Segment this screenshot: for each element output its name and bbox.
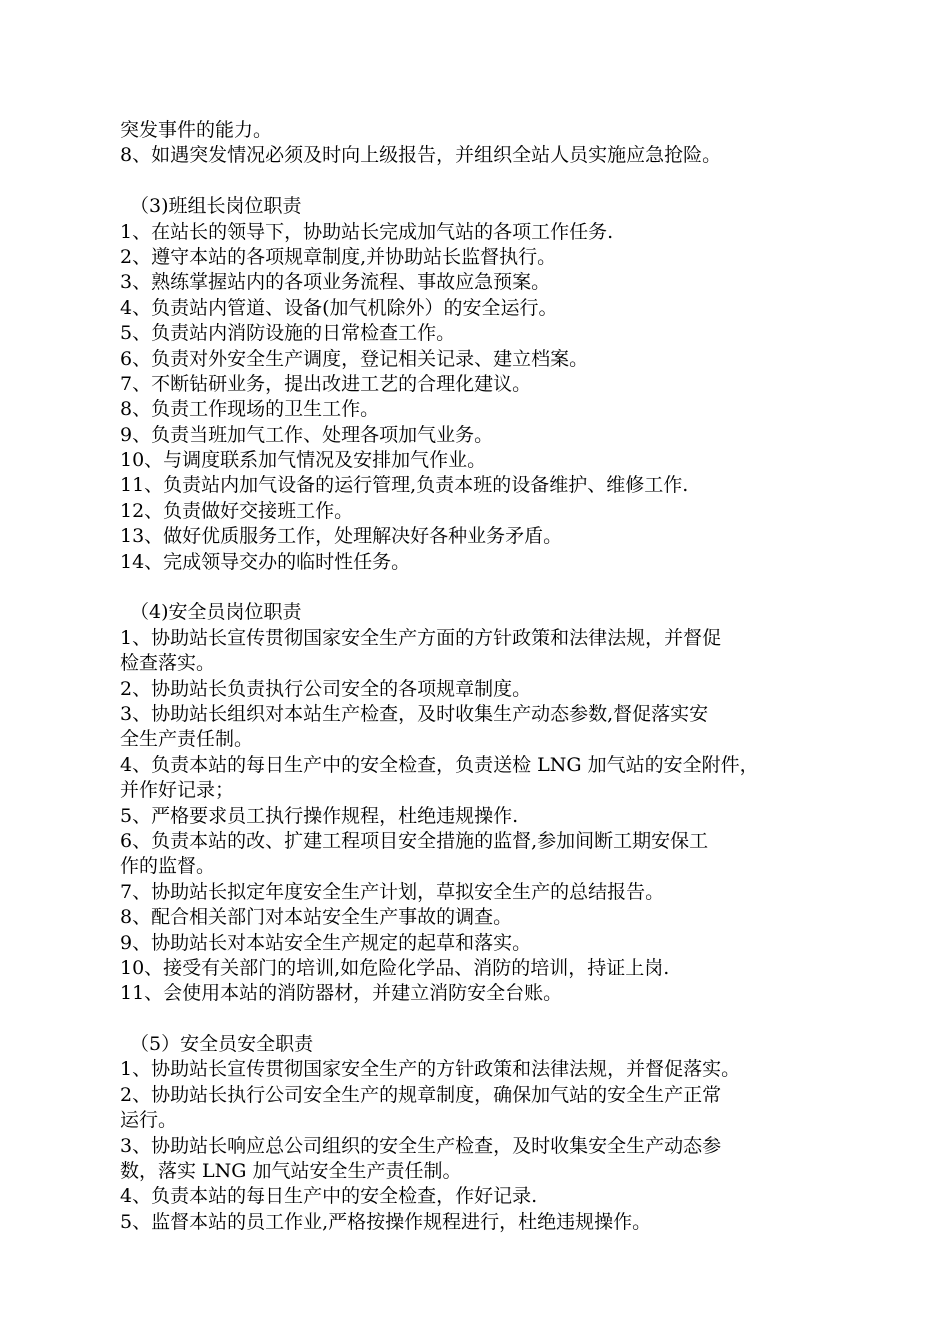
text-line: 突发事件的能力。 xyxy=(120,119,273,141)
list-item: 3、协助站长组织对本站生产检查，及时收集生产动态参数,督促落实安 xyxy=(120,702,709,725)
document-page xyxy=(120,118,860,1235)
section-heading: （5）安全员安全职责 xyxy=(130,1033,314,1056)
list-item: 2、协助站长负责执行公司安全的各项规章制度。 xyxy=(120,677,532,700)
section-safety-officer-post-duties xyxy=(120,600,860,1006)
paragraph-gap xyxy=(120,169,860,194)
list-item: 1、协助站长宣传贯彻国家安全生产的方针政策和法律法规，并督促落实。 xyxy=(120,1058,741,1081)
list-item: 3、协助站长响应总公司组织的安全生产检查，及时收集安全生产动态参 xyxy=(120,1134,722,1157)
list-item: 14、完成领导交办的临时性任务。 xyxy=(120,550,411,573)
list-item-continuation: 全生产责任制。 xyxy=(120,728,254,751)
section-team-leader-duties xyxy=(120,194,860,575)
list-item: 7、协助站长拟定年度安全生产计划，草拟安全生产的总结报告。 xyxy=(120,880,665,903)
list-item: 10、与调度联系加气情况及安排加气作业。 xyxy=(120,449,487,472)
list-item: 6、负责本站的改、扩建工程项目安全措施的监督,参加间断工期安保工 xyxy=(120,829,709,852)
list-item: 10、接受有关部门的培训,如危险化学品、消防的培训，持证上岗. xyxy=(120,956,670,979)
list-item-continuation: 检查落实。 xyxy=(120,652,216,675)
list-item: 4、负责站内管道、设备(加气机除外）的安全运行。 xyxy=(120,296,558,319)
paragraph-gap xyxy=(120,1007,860,1032)
list-item-continuation: 作的监督。 xyxy=(120,855,216,878)
list-item: 7、不断钻研业务，提出改进工艺的合理化建议。 xyxy=(120,372,532,395)
list-item: 9、协助站长对本站安全生产规定的起草和落实。 xyxy=(120,931,532,954)
list-item: 1、在站长的领导下，协助站长完成加气站的各项工作任务. xyxy=(120,220,614,243)
list-item-continuation: 并作好记录； xyxy=(120,779,235,802)
list-item: 5、负责站内消防设施的日常检查工作。 xyxy=(120,322,456,345)
list-item: 12、负责做好交接班工作。 xyxy=(120,499,354,522)
list-item: 6、负责对外安全生产调度，登记相关记录、建立档案。 xyxy=(120,347,589,370)
list-item-continuation: 运行。 xyxy=(120,1109,178,1132)
paragraph-gap xyxy=(120,575,860,600)
list-item: 3、熟练掌握站内的各项业务流程、事故应急预案。 xyxy=(120,271,551,294)
list-item: 8、配合相关部门对本站安全生产事故的调查。 xyxy=(120,906,513,929)
list-item: 2、遵守本站的各项规章制度,并协助站长监督执行。 xyxy=(120,245,557,268)
section-safety-officer-safety-duties xyxy=(120,1032,860,1235)
list-item-continuation: 数，落实 LNG 加气站安全生产责任制。 xyxy=(120,1160,462,1183)
list-item: 8、负责工作现场的卫生工作。 xyxy=(120,398,380,421)
list-item: 11、负责站内加气设备的运行管理,负责本班的设备维护、维修工作. xyxy=(120,474,689,497)
section-heading: （4)安全员岗位职责 xyxy=(130,601,302,624)
list-item: 4、负责本站的每日生产中的安全检查，负责送检 LNG 加气站的安全附件， xyxy=(120,753,759,776)
list-item: 13、做好优质服务工作，处理解决好各种业务矛盾。 xyxy=(120,525,563,548)
list-item: 5、监督本站的员工作业,严格按操作规程进行，杜绝违规操作。 xyxy=(120,1210,652,1233)
intro-block xyxy=(120,118,860,169)
list-item: 11、会使用本站的消防器材，并建立消防安全台账。 xyxy=(120,982,563,1005)
list-item: 9、负责当班加气工作、处理各项加气业务。 xyxy=(120,423,494,446)
list-item: 4、负责本站的每日生产中的安全检查，作好记录. xyxy=(120,1185,538,1208)
list-item: 5、严格要求员工执行操作规程，杜绝违规操作. xyxy=(120,804,519,827)
text-line: 8、如遇突发情况必须及时向上级报告，并组织全站人员实施应急抢险。 xyxy=(120,144,722,167)
section-heading: （3)班组长岗位职责 xyxy=(130,195,302,218)
list-item: 1、协助站长宣传贯彻国家安全生产方面的方针政策和法律法规，并督促 xyxy=(120,626,722,649)
list-item: 2、协助站长执行公司安全生产的规章制度，确保加气站的安全生产正常 xyxy=(120,1083,722,1106)
